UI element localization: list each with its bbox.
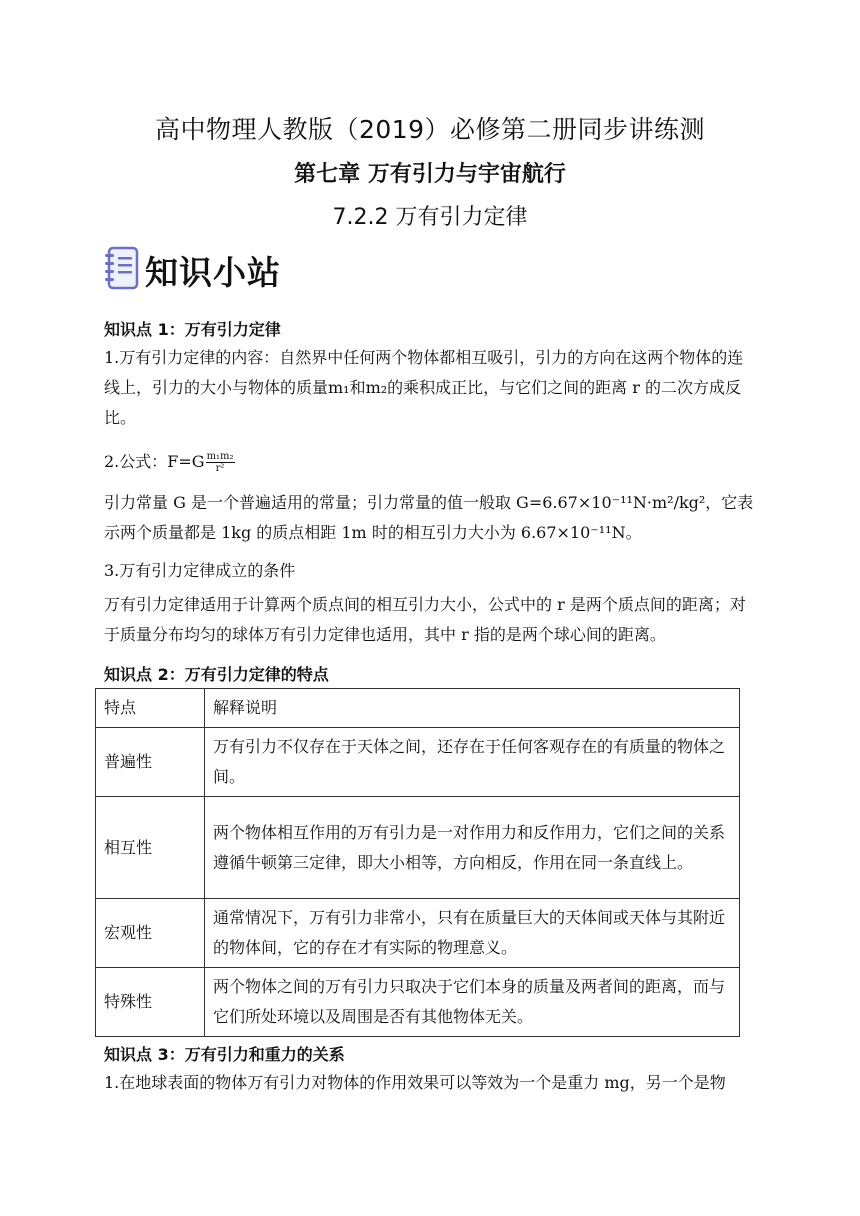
gravity-relation-paragraph — [104, 1068, 758, 1098]
table-row — [96, 797, 740, 899]
law-conditions-heading — [104, 556, 758, 586]
feature-name: 特殊性 — [96, 968, 205, 1037]
chapter-title: 第七章 万有引力与宇宙航行 — [294, 162, 566, 187]
knowledge-point-2-heading: 知识点 2：万有引力定律的特点 — [104, 665, 329, 684]
law-content-text: 1.万有引力定律的内容：自然界中任何两个物体都相互吸引，引力的方向在这两个物体的连线上，引力的大小与物体的质量m₁和m₂的乘积成正比，与它们之间的距离 r 的二次方成反比。 — [104, 348, 744, 427]
law-conditions-paragraph — [104, 590, 758, 650]
feature-description: 通常情况下，万有引力非常小，只有在质量巨大的天体间或天体与其附近的物体间，它的存在才有实际的物理意义。 — [205, 899, 740, 968]
feature-description: 万有引力不仅存在于天体之间，还存在于任何客观存在的有质量的物体之间。 — [205, 728, 740, 797]
section-title: 7.2.2 万有引力定律 — [332, 205, 528, 230]
formula-line — [104, 449, 235, 474]
feature-description: 两个物体相互作用的万有引力是一对作用力和反作用力，它们之间的关系遵循牛顿第三定律，即大小相等，方向相反，作用在同一条直线上。 — [205, 797, 740, 899]
document-title: 高中物理人教版（2019）必修第二册同步讲练测 — [154, 115, 706, 144]
table-row — [96, 728, 740, 797]
knowledge-point-3-heading: 知识点 3：万有引力和重力的关系 — [104, 1045, 345, 1064]
table-header-cell: 解释说明 — [205, 689, 740, 728]
formula-prefix: 2.公式：F=G — [104, 452, 205, 471]
table-row — [96, 968, 740, 1037]
notebook-icon — [103, 245, 141, 295]
law-content-paragraph — [104, 343, 758, 433]
gravitational-constant-paragraph — [104, 488, 758, 548]
gravity-relation-text: 1.在地球表面的物体万有引力对物体的作用效果可以等效为一个是重力 mg，另一个是物 — [104, 1073, 726, 1092]
feature-name: 普遍性 — [96, 728, 205, 797]
feature-name: 相互性 — [96, 797, 205, 899]
knowledge-station-label: 知识小站 — [145, 252, 281, 292]
law-conditions-title: 3.万有引力定律成立的条件 — [104, 561, 296, 580]
knowledge-point-1-heading: 知识点 1：万有引力定律 — [104, 320, 281, 339]
feature-name: 宏观性 — [96, 899, 205, 968]
formula-fraction — [206, 451, 235, 474]
table-header-cell: 特点 — [96, 689, 205, 728]
formula-numerator: m₁m₂ — [206, 451, 234, 462]
feature-description: 两个物体之间的万有引力只取决于它们本身的质量及两者间的距离，而与它们所处环境以及周围是否有其他物体无关。 — [205, 968, 740, 1037]
table-header-row — [96, 689, 740, 728]
table-row — [96, 899, 740, 968]
formula-denominator: r² — [215, 463, 225, 474]
knowledge-station-badge — [103, 246, 281, 294]
gravitational-constant-text: 引力常量 G 是一个普遍适用的常量；引力常量的值一般取 G=6.67×10⁻¹¹N·m²/kg²，它表示两个质量都是 1kg 的质点相距 1m 时的相互引力大小为 6.67×10⁻¹¹N。 — [104, 493, 754, 542]
features-table — [95, 688, 740, 1037]
law-conditions-text: 万有引力定律适用于计算两个质点间的相互引力大小，公式中的 r 是两个质点间的距离；对于质量分布均匀的球体万有引力定律也适用，其中 r 指的是两个球心间的距离。 — [104, 595, 746, 644]
